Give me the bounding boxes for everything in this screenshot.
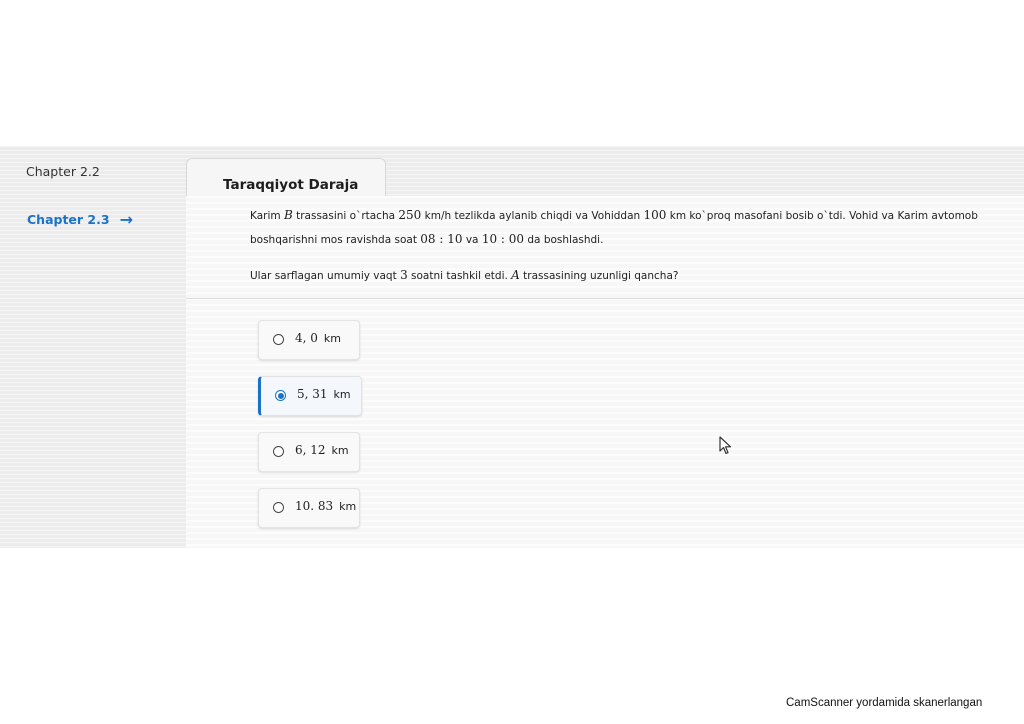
math-time: 10 : 00 bbox=[481, 232, 525, 246]
question-text: da boshlashdi. bbox=[524, 234, 604, 246]
sidebar-item-chapter-2-3[interactable] bbox=[27, 210, 133, 229]
radio-button[interactable] bbox=[273, 502, 284, 513]
sidebar-item-chapter-2-2[interactable] bbox=[26, 164, 100, 179]
answer-unit: km bbox=[331, 444, 349, 457]
question-text: soatni tashkil etdi. bbox=[407, 270, 512, 282]
answer-unit: km bbox=[323, 332, 341, 345]
radio-button[interactable] bbox=[273, 446, 284, 457]
question-text: trassasining uzunligi qancha? bbox=[519, 270, 679, 282]
radio-button-selected[interactable] bbox=[275, 390, 286, 401]
math-variable: B bbox=[283, 208, 293, 222]
answer-label bbox=[297, 387, 351, 401]
question-text: Karim bbox=[250, 210, 284, 222]
answer-option-2[interactable] bbox=[258, 376, 362, 416]
answer-value: 5, 31 bbox=[297, 387, 328, 401]
math-time: 08 : 10 bbox=[420, 232, 463, 246]
math-variable: A bbox=[511, 268, 520, 282]
scanned-screen bbox=[0, 146, 1024, 548]
answer-unit: km bbox=[333, 388, 351, 401]
question-line-3 bbox=[250, 268, 678, 282]
math-number: 250 bbox=[398, 208, 422, 222]
question-text: trassasini o`rtacha bbox=[292, 210, 399, 222]
answer-label bbox=[295, 443, 349, 457]
answer-value: 10. 83 bbox=[295, 499, 334, 513]
answer-option-1[interactable] bbox=[258, 320, 360, 360]
sidebar-item-label: Chapter 2.2 bbox=[26, 164, 100, 179]
question-panel bbox=[186, 196, 1024, 548]
tab-title: Taraqqiyot Daraja bbox=[223, 177, 359, 193]
question-text: km/h tezlikda aylanib chiqdi va Vohiddan bbox=[421, 210, 644, 222]
arrow-right-icon: → bbox=[119, 210, 133, 229]
radio-button[interactable] bbox=[273, 334, 284, 345]
answer-label bbox=[295, 499, 356, 513]
scanner-watermark: CamScanner yordamida skanerlangan bbox=[786, 697, 983, 709]
question-text: km ko`proq masofani bosib o`tdi. Vohid va Karim avtomob bbox=[666, 210, 978, 222]
answer-option-3[interactable] bbox=[258, 432, 360, 472]
question-line-2 bbox=[250, 232, 603, 246]
sidebar-item-label: Chapter 2.3 bbox=[27, 212, 110, 227]
question-line-1 bbox=[250, 208, 978, 222]
mouse-cursor-icon bbox=[719, 436, 733, 456]
answer-label bbox=[295, 331, 341, 345]
divider bbox=[186, 298, 1024, 299]
question-text: Ular sarflagan umumiy vaqt bbox=[250, 270, 401, 282]
question-text: boshqarishni mos ravishda soat bbox=[250, 234, 421, 246]
math-number: 100 bbox=[643, 208, 667, 222]
tab-taraqqiyot-daraja[interactable] bbox=[186, 158, 386, 199]
answer-option-4[interactable] bbox=[258, 488, 360, 528]
answer-value: 4, 0 bbox=[295, 331, 318, 345]
answer-value: 6, 12 bbox=[295, 443, 326, 457]
math-number: 3 bbox=[400, 268, 408, 282]
answer-unit: km bbox=[339, 500, 357, 513]
question-text: va bbox=[462, 234, 482, 246]
